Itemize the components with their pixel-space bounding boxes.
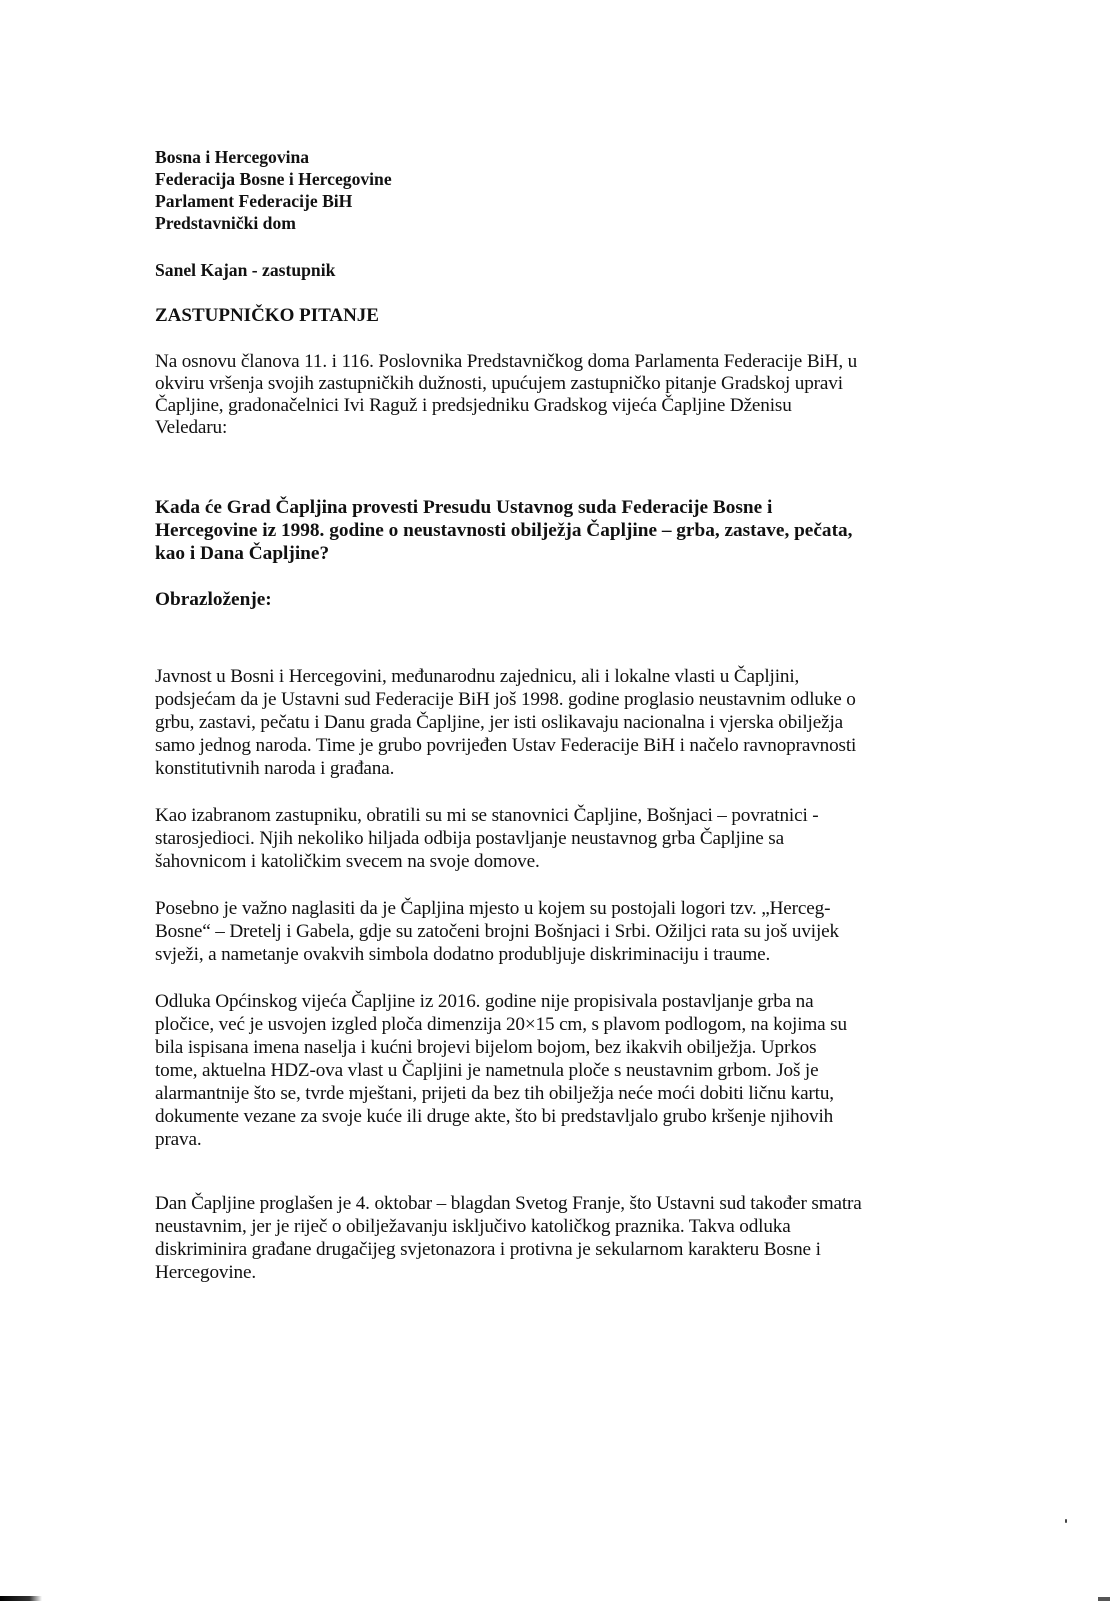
header-line: Federacija Bosne i Hercegovine — [155, 169, 392, 189]
text-line: neustavnim, jer je riječ o obilježavanju isključivo katoličkog praznika. Takva odluka — [155, 1216, 791, 1237]
text-line: podsjećam da je Ustavni sud Federacije BiH još 1998. godine proglasio neustavnim odluke o — [155, 689, 856, 710]
text-line: Hercegovine. — [155, 1262, 257, 1283]
header-line: Predstavnički dom — [155, 213, 296, 233]
text-line: bila ispisana imena naselja i kućni brojevi bijelom bojom, bez ikakvih obilježja. Uprkos — [155, 1037, 817, 1058]
scan-speck — [1065, 1519, 1067, 1523]
text-line: Javnost u Bosni i Hercegovini, međunarodnu zajednicu, ali i lokalne vlasti u Čapljini, — [155, 666, 800, 687]
author-line: Sanel Kajan - zastupnik — [155, 260, 336, 280]
text-line: konstitutivnih naroda i građana. — [155, 758, 395, 779]
text-line: tome, aktuelna HDZ-ova vlast u Čapljini je nametnula ploče s neustavnim grbom. Još je — [155, 1060, 819, 1081]
text-line: Veledaru: — [155, 417, 228, 438]
explanation-heading: Obrazloženje: — [155, 589, 272, 610]
text-line: Kao izabranom zastupniku, obratili su mi se stanovnici Čapljine, Bošnjaci – povratnici - — [155, 805, 819, 826]
document-title: ZASTUPNIČKO PITANJE — [155, 305, 379, 326]
text-line: grbu, zastavi, pečatu i Danu grada Čapljine, jer isti oslikavaju nacionalna i vjerska obilježja — [155, 712, 843, 733]
text-line: Posebno je važno naglasiti da je Čapljina mjesto u kojem su postojali logori tzv. „Herceg- — [155, 898, 831, 919]
text-line: samo jednog naroda. Time je grubo povrijeđen Ustav Federacije BiH i načelo ravnopravnosti — [155, 735, 857, 756]
text-line: Odluka Općinskog vijeća Čapljine iz 2016. godine nije propisivala postavljanje grba na — [155, 991, 814, 1012]
question-line: Hercegovine iz 1998. godine o neustavnosti obilježja Čapljine – grba, zastave, pečata, — [155, 520, 853, 541]
text-line: Na osnovu članova 11. i 116. Poslovnika Predstavničkog doma Parlamenta Federacije BiH, u — [155, 351, 858, 372]
header-line: Bosna i Hercegovina — [155, 147, 310, 167]
text-line: alarmantnije što se, tvrde mještani, prijeti da bez tih obilježja neće moći dobiti ličnu kartu, — [155, 1083, 834, 1104]
text-line: Dan Čapljine proglašen je 4. oktobar – blagdan Svetog Franje, što Ustavni sud također smatra — [155, 1193, 862, 1214]
text-line: starosjedioci. Njih nekoliko hiljada odbija postavljanje neustavnog grba Čapljine sa — [155, 828, 784, 849]
header-line: Parlament Federacije BiH — [155, 191, 353, 211]
text-line: diskriminira građane drugačijeg svjetonazora i protivna je sekularnom karakteru Bosne i — [155, 1239, 821, 1260]
text-line: šahovnicom i katoličkim svecem na svoje domove. — [155, 851, 540, 872]
question-line: kao i Dana Čapljine? — [155, 543, 330, 564]
text-line: okviru vršenja svojih zastupničkih dužnosti, upućujem zastupničko pitanje Gradskoj upravi — [155, 373, 843, 394]
text-line: dokumente vezane za svoje kuće ili druge akte, što bi predstavljalo grubo kršenje njihovih — [155, 1106, 834, 1127]
text-line: svježi, a nametanje ovakvih simbola dodatno produbljuje diskriminaciju i traume. — [155, 944, 771, 965]
text-line: Čapljine, gradonačelnici Ivi Raguž i predsjedniku Gradskog vijeća Čapljine Dženisu — [155, 395, 792, 416]
text-line: Bosne“ – Dretelj i Gabela, gdje su zatočeni brojni Bošnjaci i Srbi. Ožiljci rata su još uvijek — [155, 921, 839, 942]
text-line: prava. — [155, 1129, 202, 1150]
scan-edge-shadow — [1098, 1597, 1110, 1601]
question-line: Kada će Grad Čapljina provesti Presudu Ustavnog suda Federacije Bosne i — [155, 497, 773, 518]
text-line: pločice, već je usvojen izgled ploča dimenzija 20×15 cm, s plavom podlogom, na kojima su — [155, 1014, 847, 1035]
scan-edge-shadow — [0, 1596, 42, 1601]
